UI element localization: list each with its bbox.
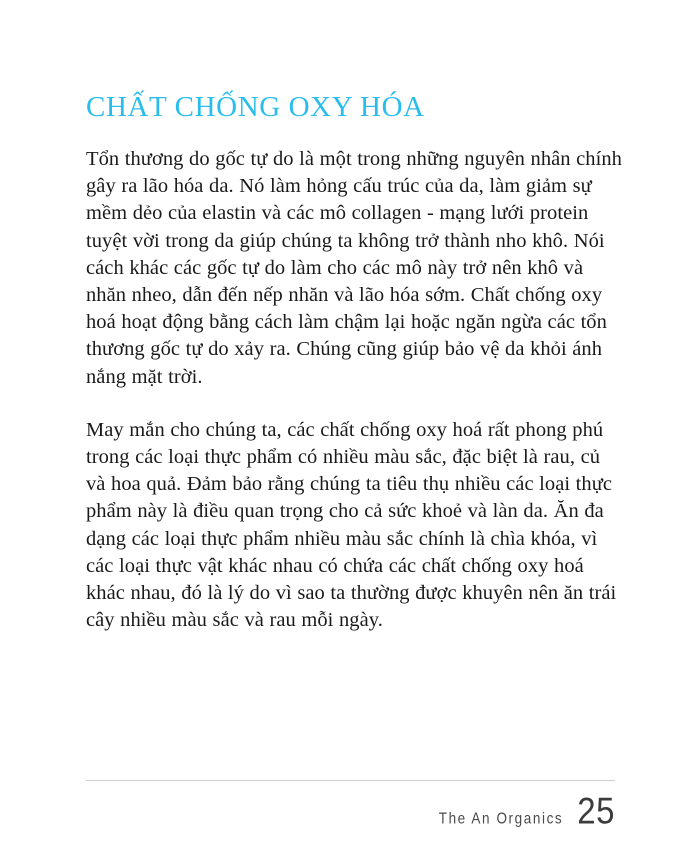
footer-brand-label: The An Organics: [438, 809, 564, 828]
body-paragraph: Tổn thương do gốc tự do là một trong những nguyên nhân chính gây ra lão hóa da. Nó làm hỏng cấu trúc của da, làm giảm sự mềm dẻo của elastin và các mô collagen - mạng lưới protein tuyệt vời trong da giúp chúng ta không trở thành nho khô. Nói cách khác các gốc tự do làm cho các mô này trở nên khô và nhăn nheo, dẫn đến nếp nhăn và lão hóa sớm. Chất chống oxy hoá hoạt động bằng cách làm chậm lại hoặc ngăn ngừa các tổn thương gốc tự do xảy ra. Chúng cũng giúp bảo vệ da khỏi ánh nắng mặt trời.: [86, 148, 622, 388]
footer-content: [86, 789, 615, 832]
page-title: CHẤT CHỐNG OXY HÓA: [86, 91, 425, 123]
article-body: [86, 146, 622, 634]
footer-divider: [86, 780, 615, 781]
body-paragraph: May mắn cho chúng ta, các chất chống oxy hoá rất phong phú trong các loại thực phẩm có nhiều màu sắc, đặc biệt là rau, củ và hoa quả. Đảm bảo rằng chúng ta tiêu thụ nhiều các loại thực phẩm này là điều quan trọng cho cả sức khoẻ và làn da. Ăn đa dạng các loại thực phẩm nhiều màu sắc chính là chìa khóa, vì các loại thực vật khác nhau có chứa các chất chống oxy hoá khác nhau, đó là lý do vì sao ta thường được khuyên nên ăn trái cây nhiều màu sắc và rau mỗi ngày.: [86, 418, 617, 632]
page-number: 25: [577, 789, 615, 832]
page-footer: [86, 780, 615, 832]
